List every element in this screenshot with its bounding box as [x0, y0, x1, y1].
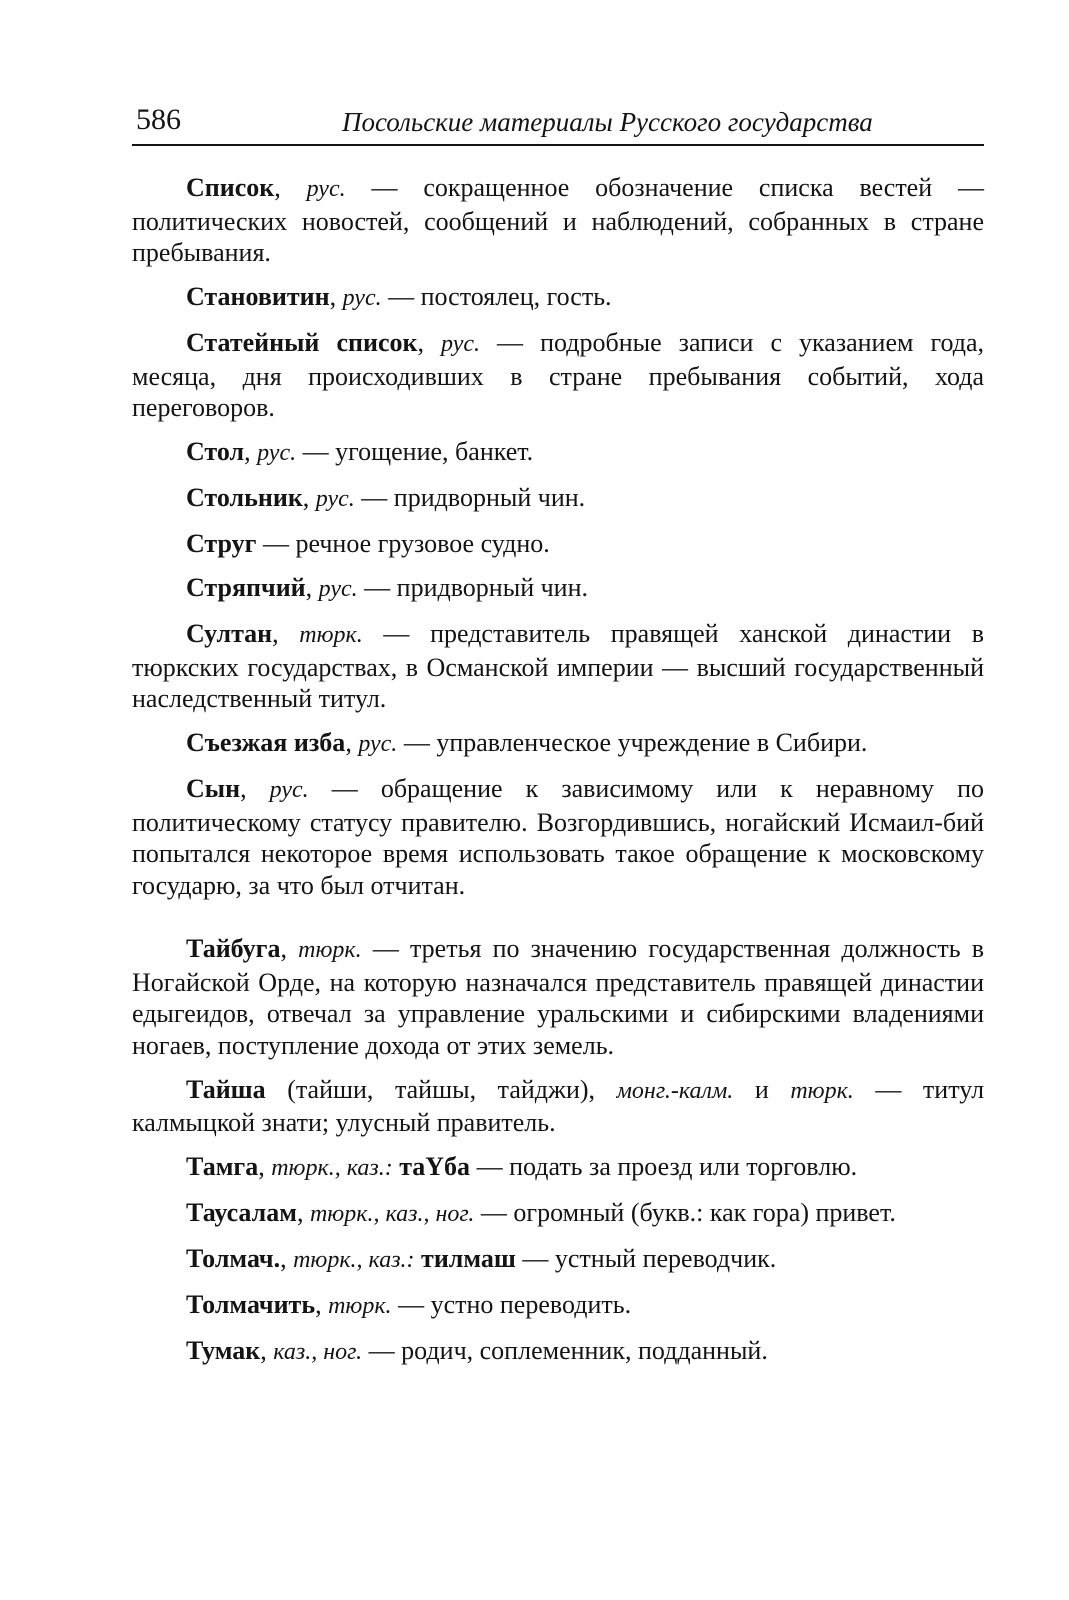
entry-term: Султан [186, 619, 273, 648]
entry-definition: устный переводчик. [554, 1244, 777, 1273]
glossary-entry: Тайша (тайши, тайшы, тайджи), монг.-калм. и тюрк. — титул калмыцкой знати; улусный правитель. [132, 1074, 985, 1137]
entry-language: тюрк. [328, 1293, 392, 1319]
entry-definition: родич, соплеменник, подданный. [401, 1336, 768, 1365]
entry-definition: подробные записи с указанием года, месяца, дня происходивших в стране пребывания событий, хода переговоров. [132, 328, 985, 422]
entry-native-form: таҮба [399, 1152, 471, 1181]
entry-definition: подать за проезд или торговлю. [509, 1152, 858, 1181]
entry-definition: управленческое учреждение в Сибири. [436, 728, 868, 757]
entry-term: Становитин [186, 282, 330, 311]
entry-language: рус. [269, 777, 309, 803]
entry-definition: придворный чин. [393, 483, 586, 512]
glossary-entry: Стол, рус. — угощение, банкет. [186, 437, 534, 466]
glossary-entry: Толмачить, тюрк. — устно переводить. [186, 1290, 632, 1319]
glossary-entry: Становитин, рус. — постоялец, гость. [186, 282, 612, 311]
entry-term: Толмач. [186, 1244, 281, 1273]
entry-language: тюрк. [790, 1077, 854, 1104]
entry-term: Толмачить [186, 1290, 316, 1319]
entry-term: Тайша [186, 1074, 266, 1104]
glossary-entry: Статейный список, рус. — подробные записи с указанием года, месяца, дня происходивших в стране пребывания событий, хода переговоров. [132, 328, 985, 422]
glossary-entry: Съезжая изба, рус. — управленческое учреждение в Сибири. [186, 728, 868, 757]
entry-term: Список [186, 173, 275, 202]
glossary-entry: Сын, рус. — обращение к зависимому или к неравному по политическому статусу правителю. Возгордившись, ногайский Исмаил-бий попытался некоторое время использовать такое обращение к московскому государю, за что был отчитан. [132, 774, 985, 900]
glossary-entry: Таусалам, тюрк., каз., ног. — огромный (букв.: как гора) привет. [186, 1198, 896, 1227]
entry-definition: постоялец, гость. [420, 282, 612, 311]
entry-definition: придворный чин. [396, 573, 589, 602]
entry-language: рус. [318, 576, 358, 602]
entry-language: рус. [306, 176, 346, 202]
entry-language: тюрк. [299, 622, 363, 648]
entry-term: Статейный список [186, 328, 418, 357]
entry-definition: огромный (букв.: как гора) привет. [513, 1198, 896, 1227]
running-title: Посольские материалы Русского государства [342, 107, 873, 137]
entry-definition: устно переводить. [430, 1290, 632, 1319]
entry-term: Струг [186, 529, 257, 558]
entry-term: Тайбуга [186, 934, 281, 963]
entry-native-form: тилмаш [421, 1244, 516, 1273]
entry-variants: (тайши, тайшы, тайджи), [287, 1074, 596, 1104]
page-header [132, 100, 984, 146]
entry-language: каз., ног. [273, 1339, 363, 1365]
entry-language: тюрк., каз.: [271, 1155, 393, 1181]
entry-language: тюрк. [298, 937, 362, 963]
glossary-entry: Струг — речное грузовое судно. [186, 529, 550, 558]
entry-language: рус. [315, 486, 355, 512]
glossary-entry: Стольник, рус. — придворный чин. [186, 483, 586, 512]
entry-term: Таусалам [186, 1198, 297, 1227]
entry-definition: угощение, банкет. [335, 437, 534, 466]
glossary-entries [132, 172, 984, 1369]
glossary-entry: Тайбуга, тюрк. — третья по значению государственная должность в Ногайской Орде, на которую назначался представитель правящей династии едыгеидов, отвечал за управление уральскими и сибирскими владениями ногаев, поступление дохода от этих земель. [132, 934, 985, 1060]
entry-term: Стольник [186, 483, 303, 512]
entry-definition: представитель правящей ханской династии в тюркских государствах, в Османской империи — высший государственный наследственный титул. [132, 619, 985, 713]
entry-term: Съезжая изба [186, 728, 346, 757]
glossary-entry: Тамга, тюрк., каз.: таҮба — подать за проезд или торговлю. [186, 1152, 858, 1181]
entry-definition: титул калмыцкой знати; улусный правитель. [132, 1074, 985, 1137]
entry-definition: речное грузовое судно. [295, 529, 550, 558]
glossary-entry: Султан, тюрк. — представитель правящей ханской династии в тюркских государствах, в Османской империи — высший государственный наследственный титул. [132, 619, 985, 713]
glossary-entry: Толмач., тюрк., каз.: тилмаш — устный переводчик. [186, 1244, 777, 1273]
glossary-entry: Тумак, каз., ног. — родич, соплеменник, подданный. [186, 1336, 768, 1365]
entry-definition: обращение к зависимому или к неравному по политическому статусу правителю. Возгордившись, ногайский Исмаил-бий попытался некоторое время использовать такое обращение к московскому государю, за что был отчитан. [132, 774, 985, 900]
entry-definition: сокращенное обозначение списка вестей — политических новостей, сообщений и наблюдений, собранных в стране пребывания. [132, 173, 984, 267]
entry-language: тюрк., каз.: [293, 1247, 415, 1273]
entry-term: Стряпчий [186, 573, 306, 602]
entry-language: рус. [441, 331, 481, 357]
glossary-entry: Стряпчий, рус. — придворный чин. [186, 573, 589, 602]
entry-language-joiner: и [754, 1074, 769, 1104]
page-number: 586 [136, 103, 181, 136]
entry-language: рус. [342, 285, 382, 311]
entry-term: Тумак [186, 1336, 261, 1365]
entry-definition: третья по значению государственная должность в Ногайской Орде, на которую назначался представитель правящей династии едыгеидов, отвечал за управление уральскими и сибирскими владениями ногаев, поступление дохода от этих земель. [132, 934, 985, 1060]
entry-language: тюрк., каз., ног. [309, 1201, 475, 1227]
entry-language: монг.-калм. [616, 1077, 734, 1104]
book-page [132, 100, 984, 1381]
entry-term: Стол [186, 437, 245, 466]
glossary-entry: Список, рус. — сокращенное обозначение списка вестей — политических новостей, сообщений и наблюдений, собранных в стране пребывания. [132, 173, 984, 267]
entry-language: рус. [358, 731, 398, 757]
entry-language: рус. [257, 440, 297, 466]
entry-term: Тамга [186, 1152, 259, 1181]
entry-term: Сын [186, 774, 241, 803]
